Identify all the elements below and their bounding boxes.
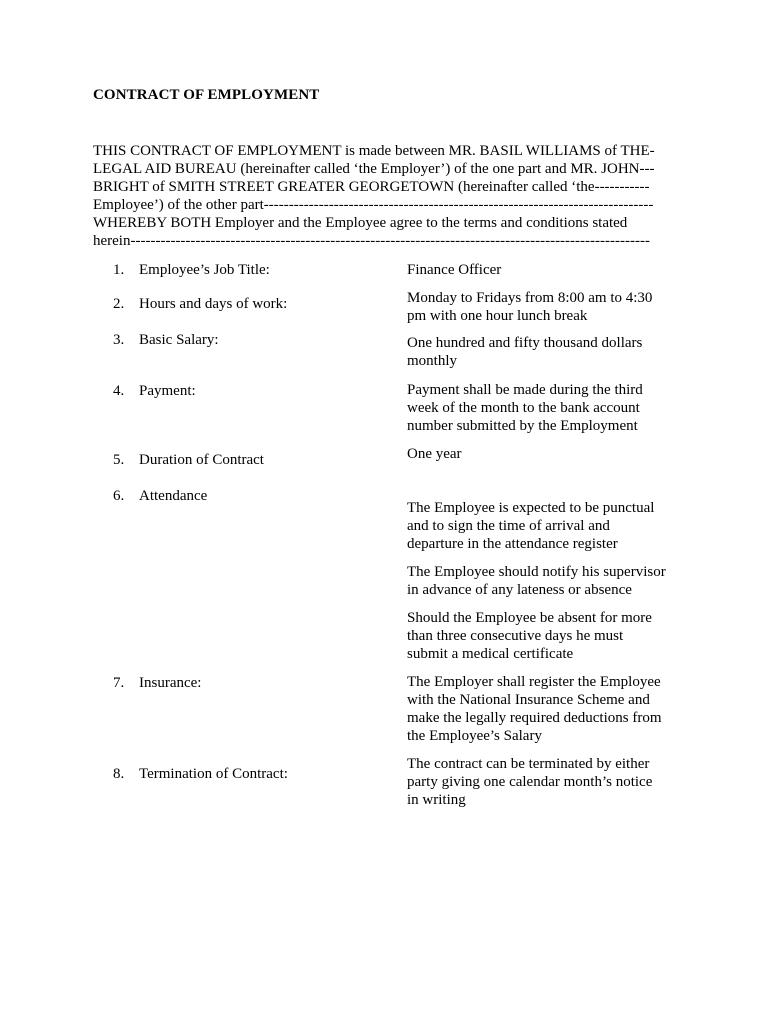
- value-line: departure in the attendance register: [407, 536, 618, 552]
- item-number: 5.: [113, 452, 125, 468]
- item-label: Insurance:: [139, 675, 202, 691]
- document-title: CONTRACT OF EMPLOYMENT: [93, 87, 320, 103]
- intro-line: BRIGHT of SMITH STREET GREATER GEORGETOWN (hereinafter called ‘the-----------: [93, 179, 650, 195]
- value-line: the Employee’s Salary: [407, 728, 542, 744]
- value-line: week of the month to the bank account: [407, 400, 640, 416]
- item-number: 4.: [113, 383, 125, 399]
- intro-line: Employee’) of the other part------------------------------------------------------------------------------: [93, 197, 654, 213]
- value-line: The Employer shall register the Employee: [407, 674, 661, 690]
- value-line: The contract can be terminated by either: [407, 756, 650, 772]
- item-label: Basic Salary:: [139, 332, 219, 348]
- value-line: in advance of any lateness or absence: [407, 582, 632, 598]
- item-value: [407, 261, 682, 279]
- item-number: 2.: [113, 296, 125, 312]
- item-number: 8.: [113, 766, 125, 782]
- item-value-paragraph: [407, 609, 682, 663]
- value-line: monthly: [407, 353, 458, 369]
- item-value: [407, 334, 682, 370]
- item-value: [407, 755, 682, 809]
- item-number: 7.: [113, 675, 125, 691]
- item-label: Duration of Contract: [139, 452, 264, 468]
- item-value-paragraph: [407, 563, 682, 599]
- value-line: Payment shall be made during the third: [407, 382, 643, 398]
- value-line: party giving one calendar month’s notice: [407, 774, 653, 790]
- value-line: make the legally required deductions from: [407, 710, 662, 726]
- item-value: [407, 673, 682, 745]
- value-line: and to sign the time of arrival and: [407, 518, 610, 534]
- item-value-paragraph: [407, 499, 682, 553]
- intro-line: THIS CONTRACT OF EMPLOYMENT is made between MR. BASIL WILLIAMS of THE-: [93, 143, 655, 159]
- item-value: [407, 289, 682, 325]
- item-value: [407, 445, 682, 463]
- item-number: 6.: [113, 488, 125, 504]
- value-line: with the National Insurance Scheme and: [407, 692, 650, 708]
- value-line: Finance Officer: [407, 262, 502, 278]
- value-line: submit a medical certificate: [407, 646, 574, 662]
- value-line: Should the Employee be absent for more: [407, 610, 652, 626]
- intro-line: WHEREBY BOTH Employer and the Employee agree to the terms and conditions stated: [93, 215, 628, 231]
- value-line: One hundred and fifty thousand dollars: [407, 335, 643, 351]
- item-label: Hours and days of work:: [139, 296, 288, 312]
- item-label: Payment:: [139, 383, 196, 399]
- value-line: The Employee should notify his supervisor: [407, 564, 666, 580]
- intro-line: LEGAL AID BUREAU (hereinafter called ‘the Employer’) of the one part and MR. JOHN---: [93, 161, 655, 177]
- value-line: pm with one hour lunch break: [407, 308, 588, 324]
- intro-line: herein--------------------------------------------------------------------------------------------------------: [93, 233, 650, 249]
- value-line: in writing: [407, 792, 466, 808]
- item-number: 3.: [113, 332, 125, 348]
- item-label: Termination of Contract:: [139, 766, 288, 782]
- value-line: The Employee is expected to be punctual: [407, 500, 655, 516]
- value-line: One year: [407, 446, 462, 462]
- value-line: than three consecutive days he must: [407, 628, 624, 644]
- value-line: Monday to Fridays from 8:00 am to 4:30: [407, 290, 653, 306]
- item-value: [407, 381, 682, 435]
- item-label: Attendance: [139, 488, 208, 504]
- value-line: number submitted by the Employment: [407, 418, 638, 434]
- item-label: Employee’s Job Title:: [139, 262, 270, 278]
- item-number: 1.: [113, 262, 125, 278]
